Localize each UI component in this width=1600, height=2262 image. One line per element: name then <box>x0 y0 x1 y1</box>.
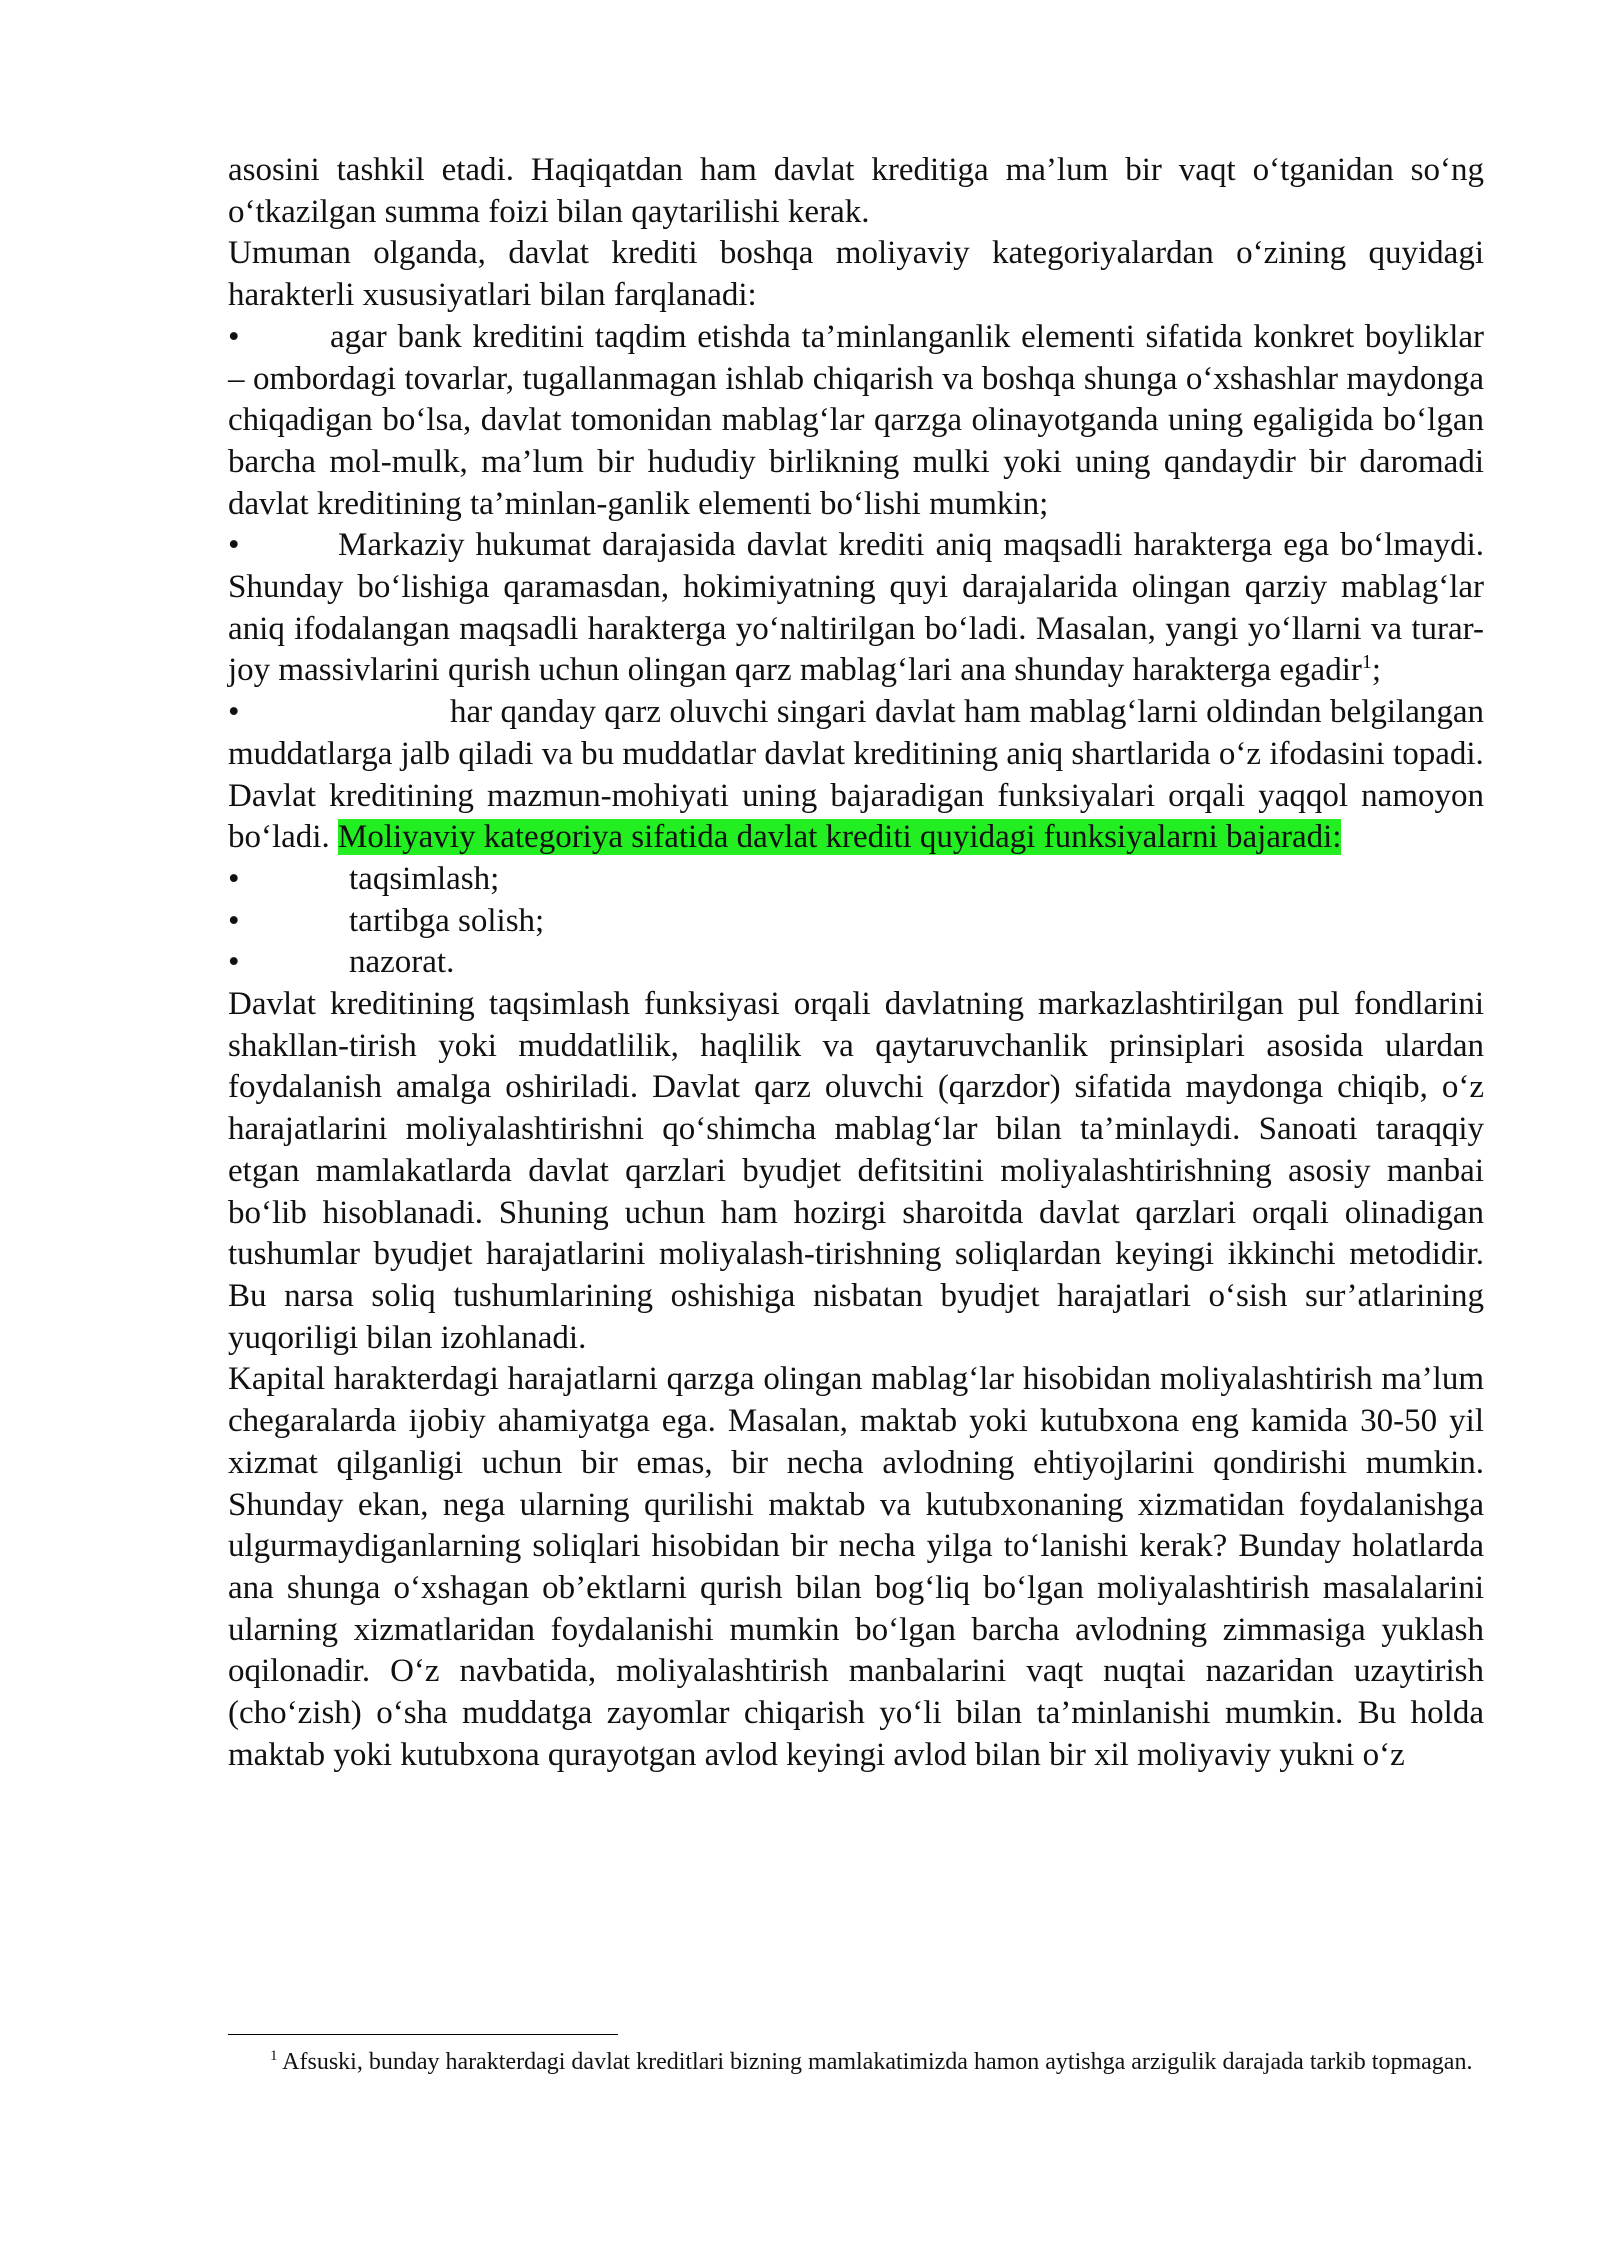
bullet-icon: • <box>228 527 240 564</box>
highlighted-text: Moliyaviy kategoriya sifatida davlat krediti quyidagi funksiyalarni bajaradi: <box>337 819 1342 856</box>
bullet-icon: • <box>228 944 240 981</box>
footnote-reference: 1 <box>1361 651 1372 674</box>
document-body <box>228 150 1484 1776</box>
function-label: tartibga solish; <box>349 902 545 939</box>
bullet-text: har qanday qarz oluvchi singari davlat ham mablag‘larni oldindan belgilangan muddatlarga jalb qiladi va bu muddatlar davlat kreditining aniq shartlarida o‘z ifodasini topadi. <box>228 694 1484 772</box>
bullet-icon: • <box>228 860 240 897</box>
function-item-regulation <box>228 901 1484 943</box>
bullet-icon: • <box>228 694 240 731</box>
bullet-text-end: ; <box>1371 652 1382 689</box>
bullet-text: agar bank kreditini taqdim etishda ta’minlanganlik elementi sifatida konkret boyliklar – ombordagi tovarlar, tugallanmagan ishlab chiqarish va boshqa shunga o‘xshashlar maydonga chiqadigan bo‘lsa, davlat tomonidan mablag‘lar qarzga olinayotganda uning egaligida bo‘lgan barcha mol-mulk, ma’lum bir hududiy birlikning mulki yoki uning qandaydir bir daromadi davlat kreditining ta’minlan-ganlik elementi bo‘lishi mumkin; <box>228 318 1484 522</box>
paragraph-intro: asosini tashkil etadi. Haqiqatdan ham davlat kreditiga ma’lum bir vaqt o‘tganidan so‘ng o‘tkazilgan summa foizi bilan qaytarilishi kerak. <box>228 152 1484 230</box>
paragraph-capital-expenses: Kapital harakterdagi harajatlarni qarzga olingan mablag‘lar hisobidan moliyalashtirish ma’lum chegaralarda ijobiy ahamiyatga ega. Masalan, maktab yoki kutubxona eng kamida 30-50 yil xizmat qilganligi uchun bir emas, bir necha avlodning ehtiyojlarini qondirishi mumkin. Shunday ekan, nega ularning qurilishi maktab va kutubxonaning xizmatidan foydalanishga ulgurmaydiganlarning soliqlari hisobidan bir necha yilga to‘lanishi kerak? Bunday holatlarda ana shunga o‘xshagan ob’ektlarni qurish bilan bog‘liq bo‘lgan moliyalashtirish masalalarini ularning xizmatlaridan foydalanishi mumkin bo‘lgan barcha avlodning zimmasiga yuklash oqilonadir. O‘z navbatida, moliyalashtirish manbalarini vaqt nuqtai nazaridan uzaytirish (cho‘zish) o‘sha muddatga zayomlar chiqarish yo‘li bilan ta’minlanishi mumkin. Bu holda maktab yoki kutubxona qurayotgan avlod keyingi avlod bilan bir xil moliyaviy yukni o‘z <box>228 1361 1484 1773</box>
function-label: taqsimlash; <box>349 860 500 897</box>
functions-lead-text: Davlat kreditining mazmun-mohiyati uning bajaradigan funksiyalari orqali yaqqol namoyon bo‘ladi. <box>228 777 1484 856</box>
footnote-marker: 1 <box>270 2048 278 2064</box>
function-item-control <box>228 942 1484 984</box>
function-item-distribution <box>228 859 1484 901</box>
footnote-separator <box>228 2034 618 2035</box>
bullet-icon: • <box>228 318 240 355</box>
paragraph-functions-lead <box>228 776 1484 859</box>
paragraph-features-lead: Umuman olganda, davlat krediti boshqa moliyaviy kategoriyalardan o‘zining quyidagi harakterli xususiyatlari bilan farqlanadi: <box>228 235 1484 314</box>
footnote <box>228 2046 1484 2078</box>
paragraph-distribution-function: Davlat kreditining taqsimlash funksiyasi orqali davlatning markazlashtirilgan pul fondlarini shakllan-tirish yoki muddatlilik, haqlilik va qaytaruvchanlik prinsiplari asosida ulardan foydalanish amalga oshiriladi. Davlat qarz oluvchi (qarzdor) sifatida maydonga chiqib, o‘z harajatlarini moliyalashtirishni qo‘shimcha mablag‘lar bilan ta’minlaydi. Sanoati taraqqiy etgan mamlakatlarda davlat qarzlari byudjet defitsitini moliyalashtirishning asosiy manbai bo‘lib hisoblanadi. Shuning uchun ham hozirgi sharoitda davlat qarzlari orqali olinadigan tushumlar byudjet harajatlarini moliyalash-tirishning soliqlardan keyingi ikkinchi metodidir. Bu narsa soliq tushumlarining oshishiga nisbatan byudjet harajatlari o‘sish sur’atlarining yuqoriligi bilan izohlanadi. <box>228 986 1484 1356</box>
bullet-text: Markaziy hukumat darajasida davlat krediti aniq maqsadli harakterga ega bo‘lmaydi. Shunday bo‘lishiga qaramasdan, hokimiyatning quyi darajalarida olingan qarziy mablag‘lar aniq ifodalangan maqsadli harakterga yo‘naltirilgan bo‘ladi. Masalan, yangi yo‘llarni va turar-joy massivlarini qurish uchun olingan qarz mablag‘lari ana shunday harakterga egadir <box>228 527 1484 689</box>
bullet-item-purpose <box>228 525 1484 692</box>
function-label: nazorat. <box>349 944 455 981</box>
bullet-item-terms <box>228 692 1484 775</box>
footnote-text: Afsuski, bunday harakterdagi davlat kreditlari bizning mamlakatimizda hamon aytishga arzigulik darajada tarkib topmagan. <box>277 2049 1473 2075</box>
bullet-icon: • <box>228 902 240 939</box>
bullet-item-collateral <box>228 317 1484 526</box>
